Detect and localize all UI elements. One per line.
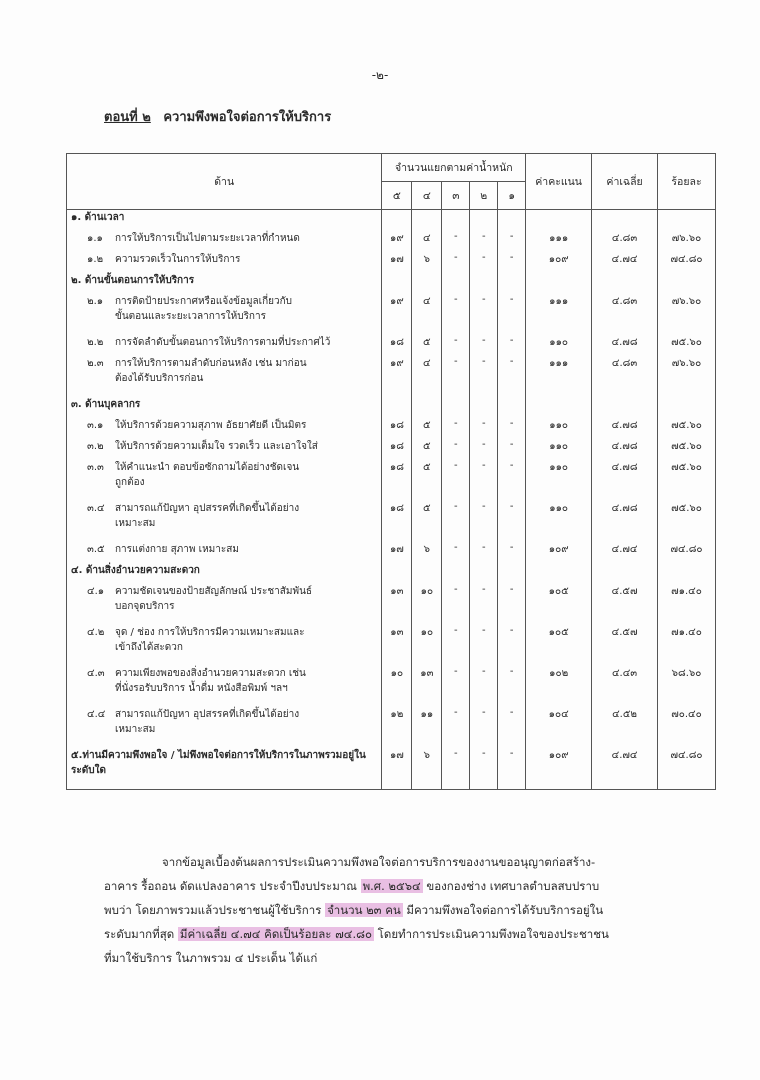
weight-cell: - bbox=[498, 231, 526, 252]
weight-cell: ๕ bbox=[412, 418, 442, 439]
weight-cell: - bbox=[498, 439, 526, 460]
weight-cell: ๕ bbox=[412, 439, 442, 460]
item-number: ๔.๑ bbox=[87, 585, 105, 597]
table-row bbox=[67, 584, 716, 625]
paragraph-text: พบว่า โดยภาพรวมแล้วประชาชนผู้ใช้บริการ bbox=[104, 903, 326, 917]
score-cell: ๑๑๑ bbox=[526, 294, 592, 335]
weight-cell: - bbox=[470, 356, 498, 397]
weight-cell: - bbox=[470, 252, 498, 273]
category-row bbox=[67, 563, 716, 584]
score-cell: ๑๑๐ bbox=[526, 335, 592, 356]
mean-cell: ๔.๕๗ bbox=[592, 625, 658, 666]
percent-cell: ๗๕.๖๐ bbox=[658, 418, 716, 439]
paragraph-text: อาคาร รื้อถอน ดัดแปลงอาคาร ประจำปีงบประมาณ bbox=[104, 879, 361, 893]
score-cell: ๑๑๑ bbox=[526, 356, 592, 397]
weight-cell: - bbox=[442, 252, 470, 273]
percent-cell: ๗๔.๘๐ bbox=[658, 252, 716, 273]
table-row bbox=[67, 460, 716, 501]
header-weight-group: จำนวนแยกตามค่าน้ำหนัก bbox=[382, 154, 526, 182]
weight-cell: - bbox=[498, 418, 526, 439]
item-text: เหมาะสม bbox=[115, 723, 156, 735]
percent-cell: ๗๖.๖๐ bbox=[658, 356, 716, 397]
weight-cell: ๑๐ bbox=[412, 584, 442, 625]
empty-cell bbox=[470, 563, 498, 584]
paragraph-text: โดยทำการประเมินความพึงพอใจของประชาชน bbox=[374, 927, 609, 941]
empty-cell bbox=[382, 397, 412, 418]
weight-cell: - bbox=[442, 666, 470, 707]
weight-cell: - bbox=[442, 418, 470, 439]
weight-cell: ๑๓ bbox=[382, 625, 412, 666]
empty-cell bbox=[658, 397, 716, 418]
score-cell: ๑๑๐ bbox=[526, 418, 592, 439]
empty-cell bbox=[592, 210, 658, 231]
mean-cell: ๔.๕๒ bbox=[592, 707, 658, 748]
score-cell: ๑๐๙ bbox=[526, 748, 592, 790]
item-label bbox=[67, 294, 382, 335]
weight-cell: - bbox=[498, 294, 526, 335]
weight-cell: - bbox=[442, 439, 470, 460]
weight-cell: - bbox=[498, 501, 526, 542]
item-text: ต้องได้รับบริการก่อน bbox=[115, 372, 204, 384]
empty-cell bbox=[498, 210, 526, 231]
satisfaction-table bbox=[66, 153, 716, 790]
empty-cell bbox=[412, 273, 442, 294]
item-text: ที่นั่งรอรับบริการ น้ำดื่ม หนังสือพิมพ์ ฯลฯ bbox=[115, 682, 288, 694]
paragraph-text: มีความพึงพอใจต่อการได้รับบริการอยู่ใน bbox=[402, 903, 604, 917]
item-number: ๒.๑ bbox=[87, 295, 104, 307]
item-number: ๑.๑ bbox=[87, 232, 103, 244]
item-label bbox=[67, 584, 382, 625]
paragraph-line-5: ที่มาใช้บริการ ในภาพรวม ๔ ประเด็น ได้แก่ bbox=[104, 951, 318, 965]
highlight-count: จำนวน ๒๓ คน bbox=[327, 903, 401, 917]
item-label bbox=[67, 356, 382, 397]
weight-cell: - bbox=[470, 335, 498, 356]
empty-cell bbox=[470, 210, 498, 231]
category-label: ๑. ด้านเวลา bbox=[67, 210, 382, 231]
weight-cell: ๑๒ bbox=[382, 707, 412, 748]
empty-cell bbox=[412, 397, 442, 418]
weight-cell: ๑๗ bbox=[382, 252, 412, 273]
section-title bbox=[104, 106, 331, 127]
weight-cell: ๑๘ bbox=[382, 460, 412, 501]
empty-cell bbox=[592, 397, 658, 418]
item-label bbox=[67, 460, 382, 501]
highlight-mean: มีค่าเฉลี่ย ๔.๗๔ คิดเป็นร้อยละ ๗๔.๘๐ bbox=[179, 927, 373, 941]
percent-cell: ๗๖.๖๐ bbox=[658, 231, 716, 252]
item-label bbox=[67, 252, 382, 273]
empty-cell bbox=[592, 563, 658, 584]
mean-cell: ๔.๔๓ bbox=[592, 666, 658, 707]
mean-cell: ๔.๘๓ bbox=[592, 356, 658, 397]
section-label: ตอนที่ ๒ bbox=[104, 110, 151, 125]
weight-cell: ๑๐ bbox=[382, 666, 412, 707]
item-text: ความเพียงพอของสิ่งอำนวยความสะดวก เช่น bbox=[115, 667, 306, 679]
paragraph-line-3 bbox=[104, 898, 724, 922]
weight-cell: - bbox=[442, 294, 470, 335]
item-number: ๓.๔ bbox=[87, 502, 105, 514]
item-label bbox=[67, 231, 382, 252]
weight-cell: - bbox=[470, 418, 498, 439]
score-cell: ๑๑๐ bbox=[526, 460, 592, 501]
percent-cell: ๗๖.๖๐ bbox=[658, 294, 716, 335]
percent-cell: ๗๕.๖๐ bbox=[658, 501, 716, 542]
weight-cell: ๑๐ bbox=[412, 625, 442, 666]
item-text: ให้บริการด้วยความเต็มใจ รวดเร็ว และเอาใจใส่ bbox=[115, 440, 318, 452]
weight-cell: - bbox=[498, 542, 526, 563]
empty-cell bbox=[442, 273, 470, 294]
table-row bbox=[67, 356, 716, 397]
item-text: ถูกต้อง bbox=[115, 476, 145, 488]
item-label bbox=[67, 707, 382, 748]
mean-cell: ๔.๗๘ bbox=[592, 418, 658, 439]
item-text: การแต่งกาย สุภาพ เหมาะสม bbox=[115, 543, 239, 555]
item-label bbox=[67, 418, 382, 439]
item-text: เข้าถึงได้สะดวก bbox=[115, 641, 183, 653]
weight-cell: - bbox=[498, 335, 526, 356]
item-text: ขั้นตอนและระยะเวลาการให้บริการ bbox=[115, 310, 266, 322]
item-number: ๔.๒ bbox=[87, 626, 105, 638]
section-heading: ความพึงพอใจต่อการให้บริการ bbox=[163, 110, 332, 125]
weight-cell: - bbox=[498, 625, 526, 666]
weight-cell: - bbox=[498, 748, 526, 790]
table-row bbox=[67, 666, 716, 707]
table-row bbox=[67, 625, 716, 666]
item-number: ๒.๓ bbox=[87, 357, 104, 369]
weight-cell: - bbox=[470, 707, 498, 748]
item-number: ๓.๑ bbox=[87, 419, 104, 431]
item-text: จุด / ช่อง การให้บริการมีความเหมาะสมและ bbox=[115, 626, 305, 638]
paragraph-text: ของกองช่าง เทศบาลตำบลสบปราบ bbox=[422, 879, 600, 893]
mean-cell: ๔.๘๓ bbox=[592, 294, 658, 335]
highlight-year: พ.ศ. ๒๕๖๔ bbox=[362, 879, 421, 893]
item-text: บอกจุดบริการ bbox=[115, 600, 175, 612]
score-cell: ๑๐๔ bbox=[526, 707, 592, 748]
table-row bbox=[67, 252, 716, 273]
weight-cell: - bbox=[470, 542, 498, 563]
header-percent: ร้อยละ bbox=[658, 154, 716, 210]
weight-cell: ๔ bbox=[412, 231, 442, 252]
weight-cell: - bbox=[442, 335, 470, 356]
item-number: ๑.๒ bbox=[87, 253, 104, 265]
category-label: ๔. ด้านสิ่งอำนวยความสะดวก bbox=[67, 563, 382, 584]
item-label bbox=[67, 439, 382, 460]
empty-cell bbox=[442, 397, 470, 418]
item-label bbox=[67, 335, 382, 356]
category-row bbox=[67, 397, 716, 418]
empty-cell bbox=[470, 397, 498, 418]
item-number: ๓.๒ bbox=[87, 440, 104, 452]
empty-cell bbox=[412, 563, 442, 584]
table-row bbox=[67, 294, 716, 335]
weight-cell: ๖ bbox=[412, 252, 442, 273]
weight-cell: ๖ bbox=[412, 542, 442, 563]
item-text: ให้คำแนะนำ ตอบข้อซักถามได้อย่างชัดเจน bbox=[115, 461, 300, 473]
weight-cell: - bbox=[442, 542, 470, 563]
weight-cell: - bbox=[470, 584, 498, 625]
weight-cell: - bbox=[498, 356, 526, 397]
item-number: ๓.๕ bbox=[87, 543, 105, 555]
paragraph-line-1: จากข้อมูลเบื้องต้นผลการประเมินความพึงพอใจต่อการบริการของงานขออนุญาตก่อสร้าง- bbox=[162, 855, 596, 869]
header-mean: ค่าเฉลี่ย bbox=[592, 154, 658, 210]
empty-cell bbox=[442, 563, 470, 584]
percent-cell: ๗๔.๘๐ bbox=[658, 748, 716, 790]
item-text: ความรวดเร็วในการให้บริการ bbox=[115, 253, 241, 265]
empty-cell bbox=[412, 210, 442, 231]
weight-cell: - bbox=[470, 231, 498, 252]
empty-cell bbox=[658, 210, 716, 231]
weight-cell: - bbox=[442, 625, 470, 666]
percent-cell: ๗๕.๖๐ bbox=[658, 439, 716, 460]
mean-cell: ๔.๗๘ bbox=[592, 335, 658, 356]
summary-paragraph bbox=[104, 850, 724, 970]
item-number: ๓.๓ bbox=[87, 461, 104, 473]
item-text: ท่านมีความพึงพอใจ / ไม่พึงพอใจต่อการให้บริการ bbox=[82, 749, 295, 761]
weight-cell: - bbox=[498, 666, 526, 707]
weight-cell: ๕ bbox=[412, 335, 442, 356]
weight-cell: - bbox=[470, 625, 498, 666]
item-number: ๕. bbox=[71, 749, 83, 761]
item-text: การให้บริการเป็นไปตามระยะเวลาที่กำหนด bbox=[115, 232, 300, 244]
weight-cell: ๑๙ bbox=[382, 294, 412, 335]
page-number: -๒- bbox=[371, 68, 389, 82]
table-row bbox=[67, 231, 716, 252]
weight-cell: - bbox=[498, 252, 526, 273]
score-cell: ๑๐๒ bbox=[526, 666, 592, 707]
empty-cell bbox=[470, 273, 498, 294]
weight-cell: ๑๗ bbox=[382, 748, 412, 790]
weight-cell: ๑๓ bbox=[382, 584, 412, 625]
item-text: ความชัดเจนของป้ายสัญลักษณ์ ประชาสัมพันธ์ bbox=[115, 585, 313, 597]
empty-cell bbox=[526, 273, 592, 294]
paragraph-line-4 bbox=[104, 922, 724, 946]
mean-cell: ๔.๗๘ bbox=[592, 501, 658, 542]
percent-cell: ๖๘.๖๐ bbox=[658, 666, 716, 707]
header-score: ค่าคะแนน bbox=[526, 154, 592, 210]
percent-cell: ๗๕.๖๐ bbox=[658, 460, 716, 501]
weight-cell: - bbox=[470, 460, 498, 501]
table-row bbox=[67, 542, 716, 563]
weight-cell: ๑๘ bbox=[382, 501, 412, 542]
weight-cell: - bbox=[442, 356, 470, 397]
item-text: การติดป้ายประกาศหรือแจ้งข้อมูลเกี่ยวกับ bbox=[115, 295, 293, 307]
category-row bbox=[67, 273, 716, 294]
weight-cell: ๑๘ bbox=[382, 418, 412, 439]
mean-cell: ๔.๗๘ bbox=[592, 460, 658, 501]
header-weight-5: ๕ bbox=[382, 182, 412, 210]
empty-cell bbox=[498, 397, 526, 418]
table-row bbox=[67, 501, 716, 542]
table-row bbox=[67, 748, 716, 790]
weight-cell: ๔ bbox=[412, 356, 442, 397]
empty-cell bbox=[526, 210, 592, 231]
weight-cell: - bbox=[498, 707, 526, 748]
mean-cell: ๔.๗๔ bbox=[592, 252, 658, 273]
weight-cell: ๑๑ bbox=[412, 707, 442, 748]
weight-cell: - bbox=[470, 748, 498, 790]
item-label bbox=[67, 625, 382, 666]
item-label bbox=[67, 748, 382, 790]
item-text: สามารถแก้ปัญหา อุปสรรคที่เกิดขึ้นได้อย่าง bbox=[115, 708, 300, 720]
score-cell: ๑๐๕ bbox=[526, 584, 592, 625]
weight-cell: - bbox=[442, 231, 470, 252]
category-label: ๓. ด้านบุคลากร bbox=[67, 397, 382, 418]
score-cell: ๑๐๙ bbox=[526, 252, 592, 273]
weight-cell: ๑๙ bbox=[382, 231, 412, 252]
score-cell: ๑๑๐ bbox=[526, 501, 592, 542]
weight-cell: - bbox=[442, 584, 470, 625]
score-cell: ๑๐๙ bbox=[526, 542, 592, 563]
table-row bbox=[67, 439, 716, 460]
empty-cell bbox=[498, 563, 526, 584]
score-cell: ๑๑๑ bbox=[526, 231, 592, 252]
item-number: ๔.๔ bbox=[87, 708, 106, 720]
item-number: ๔.๓ bbox=[87, 667, 105, 679]
item-text: ให้บริการด้วยความสุภาพ อัธยาศัยดี เป็นมิตร bbox=[115, 419, 307, 431]
header-weight-2: ๒ bbox=[470, 182, 498, 210]
empty-cell bbox=[658, 273, 716, 294]
item-text: เหมาะสม bbox=[115, 517, 156, 529]
table-body bbox=[67, 210, 716, 790]
mean-cell: ๔.๗๔ bbox=[592, 542, 658, 563]
paragraph-line-2 bbox=[104, 874, 724, 898]
empty-cell bbox=[382, 563, 412, 584]
empty-cell bbox=[498, 273, 526, 294]
table-row bbox=[67, 335, 716, 356]
item-label bbox=[67, 542, 382, 563]
header-weight-3: ๓ bbox=[442, 182, 470, 210]
table-row bbox=[67, 707, 716, 748]
percent-cell: ๗๑.๔๐ bbox=[658, 625, 716, 666]
percent-cell: ๗๑.๔๐ bbox=[658, 584, 716, 625]
weight-cell: - bbox=[442, 460, 470, 501]
weight-cell: - bbox=[470, 439, 498, 460]
weight-cell: ๑๓ bbox=[412, 666, 442, 707]
header-weight-4: ๔ bbox=[412, 182, 442, 210]
weight-cell: - bbox=[470, 294, 498, 335]
category-label: ๒. ด้านขั้นตอนการให้บริการ bbox=[67, 273, 382, 294]
weight-cell: ๑๘ bbox=[382, 439, 412, 460]
weight-cell: ๑๗ bbox=[382, 542, 412, 563]
empty-cell bbox=[382, 273, 412, 294]
weight-cell: - bbox=[442, 501, 470, 542]
weight-cell: - bbox=[442, 707, 470, 748]
weight-cell: ๕ bbox=[412, 460, 442, 501]
category-row bbox=[67, 210, 716, 231]
item-text: สามารถแก้ปัญหา อุปสรรคที่เกิดขึ้นได้อย่าง bbox=[115, 502, 300, 514]
weight-cell: ๔ bbox=[412, 294, 442, 335]
item-label bbox=[67, 501, 382, 542]
weight-cell: ๕ bbox=[412, 501, 442, 542]
empty-cell bbox=[442, 210, 470, 231]
paragraph-text: ระดับมากที่สุด bbox=[104, 927, 178, 941]
weight-cell: - bbox=[498, 460, 526, 501]
empty-cell bbox=[658, 563, 716, 584]
percent-cell: ๗๕.๖๐ bbox=[658, 335, 716, 356]
weight-cell: ๑๘ bbox=[382, 335, 412, 356]
item-text: ในภาพรวมอยู่ในระดับใด bbox=[71, 749, 366, 776]
percent-cell: ๗๐.๔๐ bbox=[658, 707, 716, 748]
weight-cell: - bbox=[470, 666, 498, 707]
header-aspect: ด้าน bbox=[67, 154, 382, 210]
weight-cell: - bbox=[470, 501, 498, 542]
mean-cell: ๔.๗๔ bbox=[592, 748, 658, 790]
mean-cell: ๔.๗๘ bbox=[592, 439, 658, 460]
header-weight-1: ๑ bbox=[498, 182, 526, 210]
empty-cell bbox=[526, 397, 592, 418]
mean-cell: ๔.๘๓ bbox=[592, 231, 658, 252]
mean-cell: ๔.๕๗ bbox=[592, 584, 658, 625]
table-row bbox=[67, 418, 716, 439]
item-number: ๒.๒ bbox=[87, 336, 104, 348]
empty-cell bbox=[592, 273, 658, 294]
weight-cell: - bbox=[498, 584, 526, 625]
empty-cell bbox=[526, 563, 592, 584]
weight-cell: ๖ bbox=[412, 748, 442, 790]
score-cell: ๑๑๐ bbox=[526, 439, 592, 460]
score-cell: ๑๐๕ bbox=[526, 625, 592, 666]
item-label bbox=[67, 666, 382, 707]
percent-cell: ๗๔.๘๐ bbox=[658, 542, 716, 563]
item-text: การให้บริการตามลำดับก่อนหลัง เช่น มาก่อน bbox=[115, 357, 307, 369]
weight-cell: ๑๙ bbox=[382, 356, 412, 397]
empty-cell bbox=[382, 210, 412, 231]
item-text: การจัดลำดับขั้นตอนการให้บริการตามที่ประกาศไว้ bbox=[115, 336, 331, 348]
weight-cell: - bbox=[442, 748, 470, 790]
